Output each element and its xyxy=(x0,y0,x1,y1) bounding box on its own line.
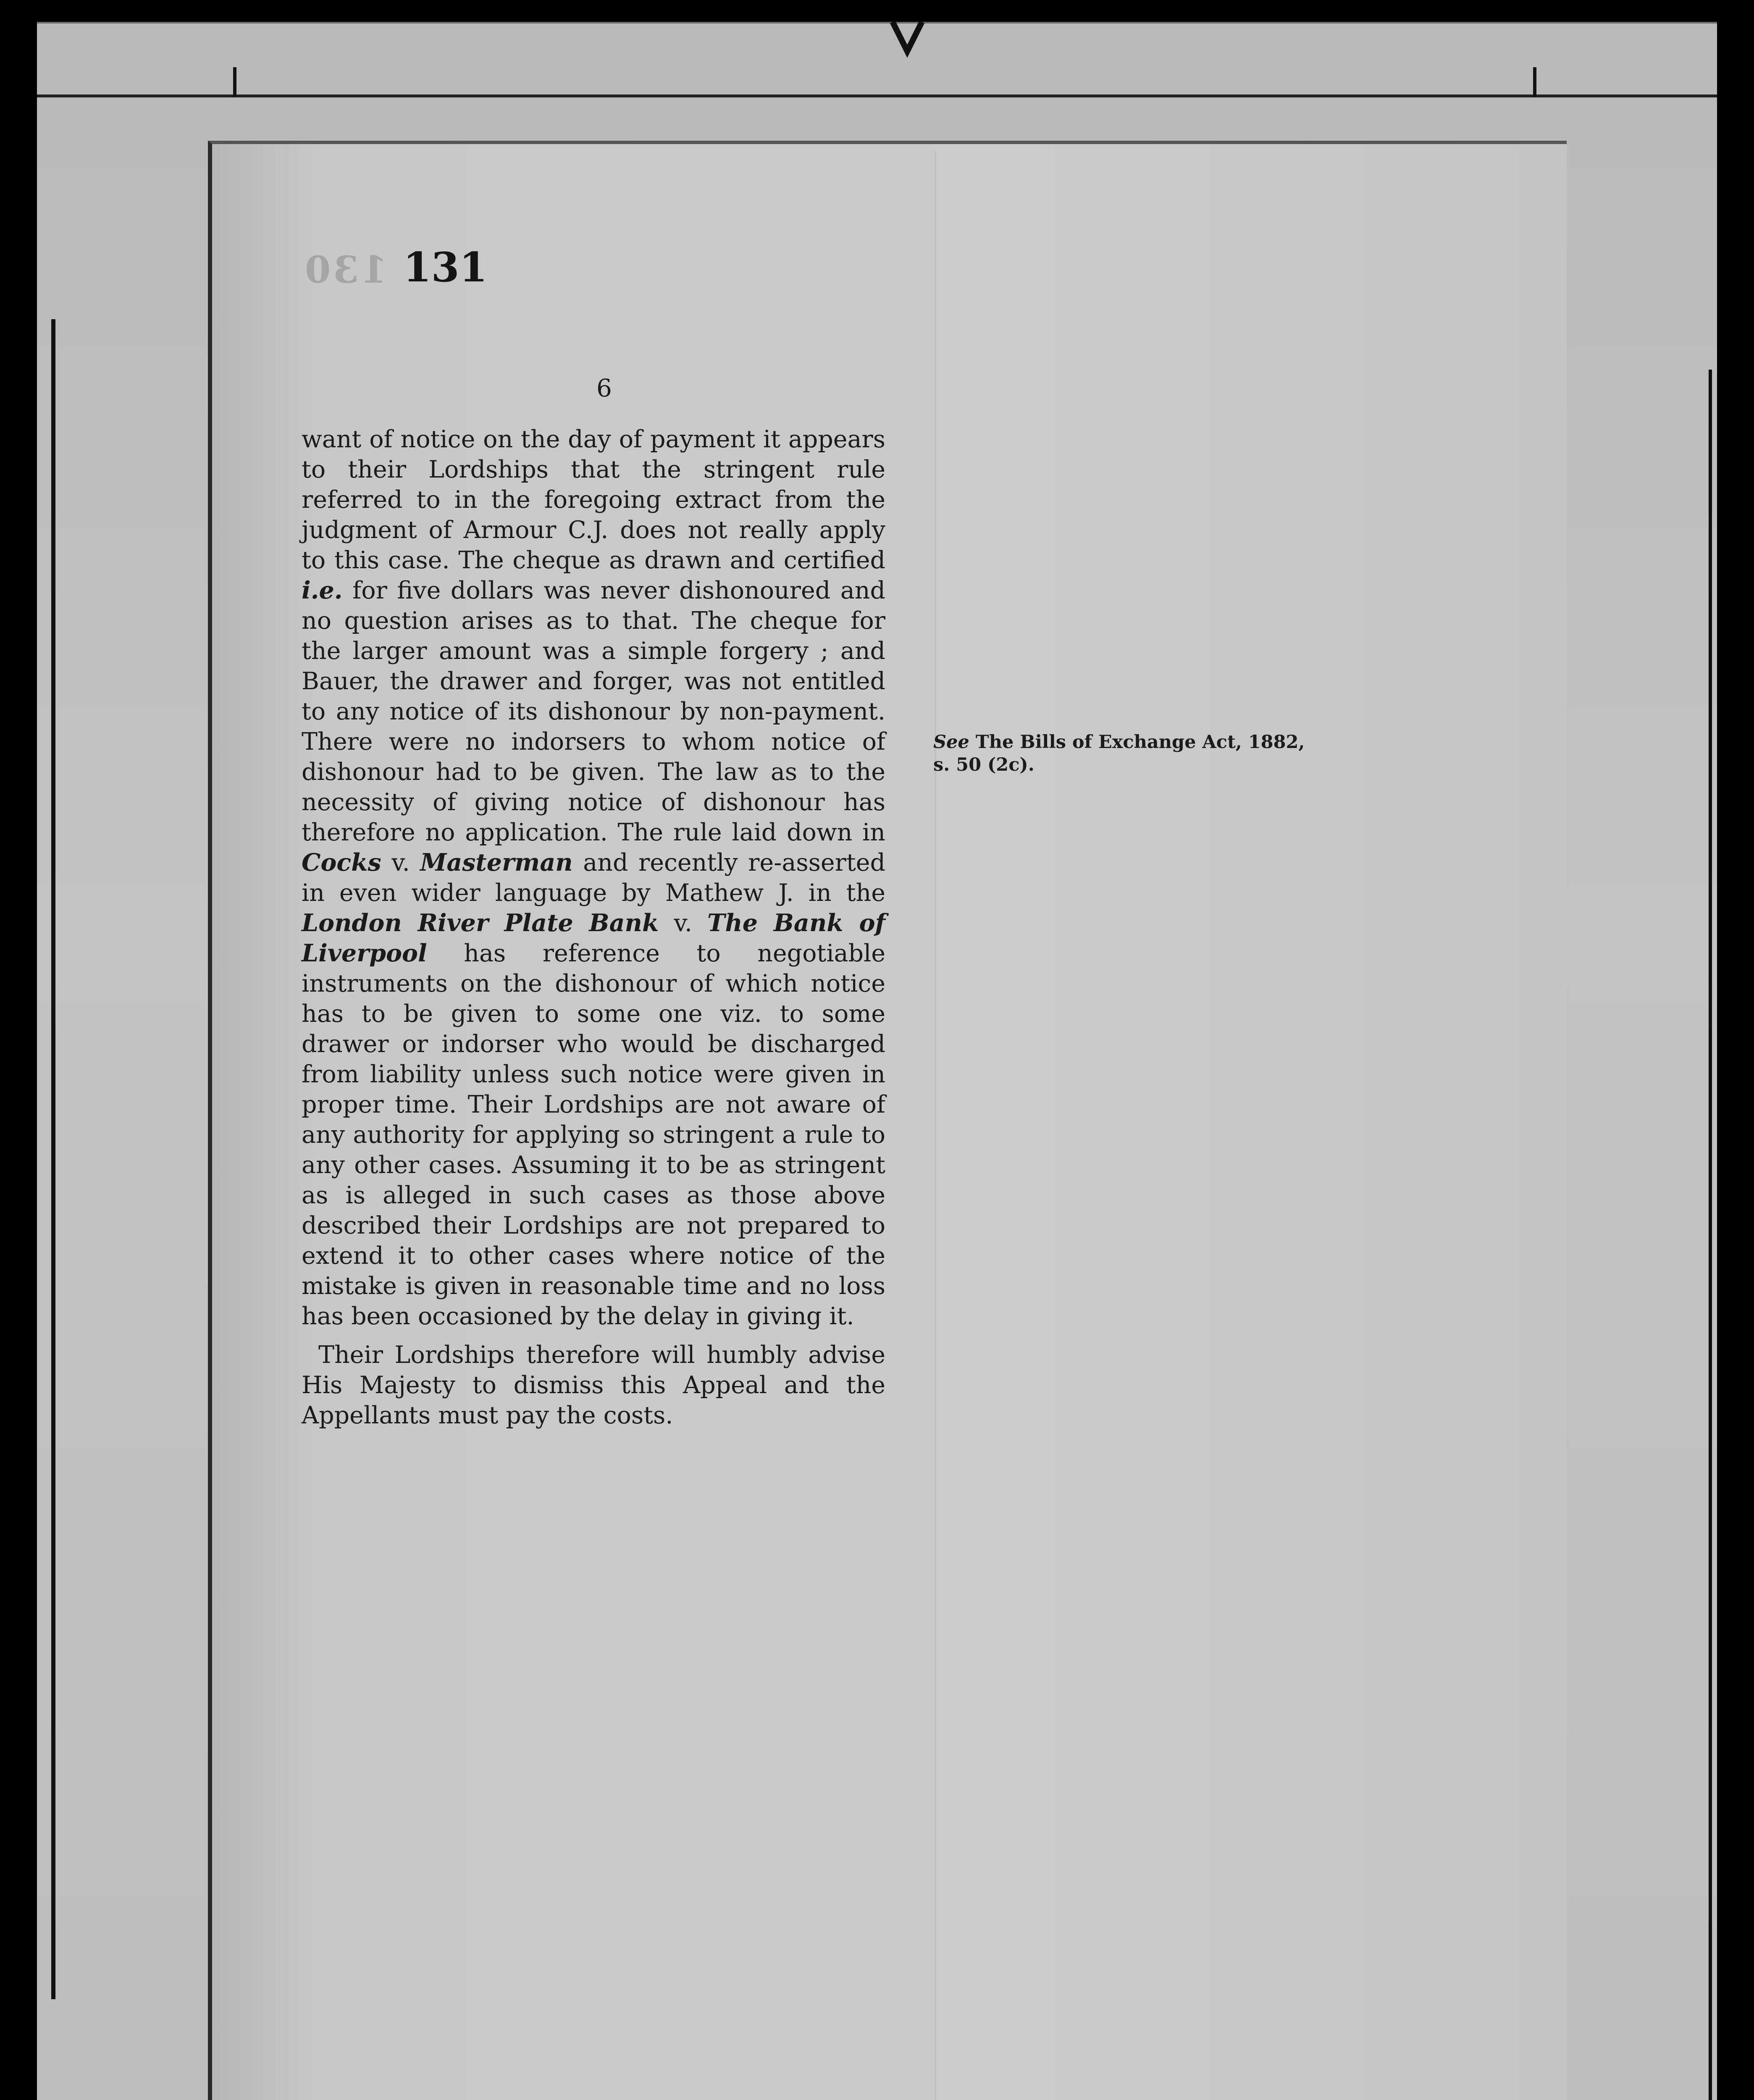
page-fold xyxy=(935,151,936,2100)
faint-page-number: 130 xyxy=(302,248,387,291)
italic-case-name: Cocks xyxy=(302,848,381,877)
margin-note xyxy=(933,731,1324,776)
right-film-edge xyxy=(1709,370,1712,2100)
text-run: and recently re-asserted in even wider language by Mathew J. in the xyxy=(302,849,885,907)
film-notch-icon xyxy=(888,22,926,68)
margin-note-text: The Bills of Exchange Act, 1882, s. 50 (2c). xyxy=(933,732,1305,775)
folio-number: 6 xyxy=(596,374,612,402)
text-run: for five dollars was never dishonoured and no question arises as to that. The cheque for the larger amount was a simple forgery ; and Bauer, the drawer and forger, was not entitled to any notice of its dishonour by non-payment. There were no indorsers to whom notice of dishonour had to be given. The law as to the necessity of giving notice of dishonour has therefore no application. The rule laid down in xyxy=(302,577,885,846)
paragraph-2: Their Lordships therefore will humbly advise His Majesty to dismiss this Appeal and the Appellants must pay the costs. xyxy=(302,1341,885,1429)
top-rule xyxy=(37,94,1717,97)
film-tick-right xyxy=(1533,67,1536,97)
left-film-edge xyxy=(51,319,55,1999)
text-run: want of notice on the day of payment it appears to their Lordships that the stringent rule referred to in the foregoing extract from the judgment of Armour C.J. does not really apply to this case. The cheque as drawn and certified xyxy=(302,425,885,574)
text-run: v. xyxy=(659,909,707,937)
paragraph-1 xyxy=(302,424,885,1331)
page-number: 131 xyxy=(403,244,488,291)
italic-case-name: i.e. xyxy=(302,576,343,604)
italic-case-name: The Bank of Liverpool xyxy=(302,909,885,967)
text-run: v. xyxy=(381,849,420,877)
judgment-text xyxy=(302,424,885,1431)
film-tick-left xyxy=(233,67,236,97)
text-run: has reference to negotiable instruments on the dishonour of which notice has to be given to some one viz. to some drawer or indorser who would be discharged from liability unless such notice were given in proper time. Their Lordships are not aware of any authority for applying so stringent a rule to any other cases. Assuming it to be as stringent as is alleged in such cases as those above described their Lordships are not prepared to extend it to other cases where notice of the mistake is given in reasonable time and no loss has been occasioned by the delay in giving it. xyxy=(302,940,885,1330)
margin-note-see: See xyxy=(933,732,969,753)
italic-case-name: Masterman xyxy=(420,848,573,877)
italic-case-name: London River Plate Bank xyxy=(302,909,659,937)
